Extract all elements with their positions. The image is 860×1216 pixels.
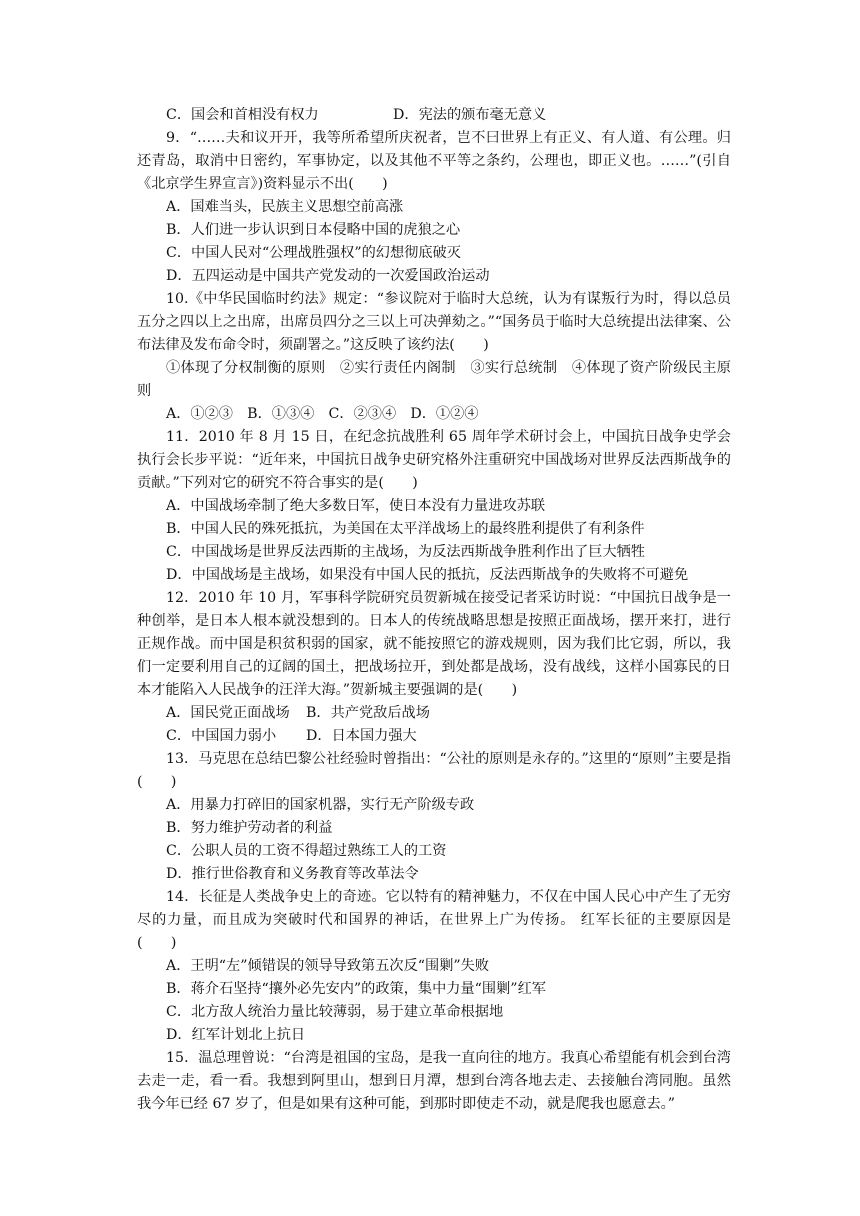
question-stem: 9．“……夫和议开开，我等所希望所庆祝者，岂不曰世界上有正义、有人道、有公理。归还青岛，取消中日密约，军事协定，以及其他不平等之条约，公理也，即正义也。……”(引自《北京学生界宣言》)资料显示不出( ): [137, 130, 731, 192]
option-a: A．国民党正面战场: [166, 705, 290, 721]
question-stem: 12．2010 年 10 月，军事科学院研究员贺新城在接受记者采访时说：“中国抗日战争是一种创举，是日本人根本就没想到的。日本人的传统战略思想是按照正面战场，摆开来打，进行正规作战。而中国是积贫积弱的国家，就不能按照它的游戏规则，因为我们比它弱，所以，我们一定要利用自己的辽阔的国土，把战场拉开，到处都是战场，没有战线，这样小国寡民的日本才能陷入人民战争的汪洋大海。”贺新城主要强调的是( ): [137, 590, 731, 698]
option-d: D．五四运动是中国共产党发动的一次爱国政治运动: [166, 268, 490, 284]
option-a: A．用暴力打碎旧的国家机器，实行无产阶级专政: [166, 797, 475, 813]
option-d: D．推行世俗教育和义务教育等改革法令: [166, 866, 419, 882]
question-10: [137, 288, 731, 426]
option-b: B．蒋介石坚持“攘外必先安内”的政策，集中力量“围剿”红军: [166, 981, 546, 997]
question-stem: 15．温总理曾说：“台湾是祖国的宝岛，是我一直向往的地方。我真心希望能有机会到台湾去走一走，看一看。我想到阿里山，想到日月潭，想到台湾各地去走、去接触台湾同胞。虽然我今年已经 67 岁了，但是如果有这种可能，到那时即使走不动，就是爬我也愿意去。”: [137, 1050, 731, 1112]
exam-page: [137, 104, 731, 1116]
option-c: C．中国战场是世界反法西斯的主战场，为反法西斯战争胜利作出了巨大牺牲: [166, 544, 646, 560]
option-c: C．中国国力弱小: [166, 728, 277, 744]
options-row: A．①②③ B．①③④ C．②③④ D．①②④: [166, 406, 479, 422]
question-stem: 11．2010 年 8 月 15 日，在纪念抗战胜利 65 周年学术研讨会上，中国抗日战争史学会执行会长步平说：“近年来，中国抗日战争史研究格外注重研究中国战场对世界反法西斯战争的贡献。”下列对它的研究不符合事实的是( ): [137, 429, 731, 491]
question-12: [137, 587, 731, 748]
option-c: C．北方敌人统治力量比较薄弱，易于建立革命根据地: [166, 1004, 504, 1020]
question-11: [137, 426, 731, 587]
question-13: [137, 748, 731, 886]
option-c: C．中国人民对“公理战胜强权”的幻想彻底破灭: [166, 245, 461, 261]
question-stem: 10.《中华民国临时约法》规定：“参议院对于临时大总统，认为有谋叛行为时，得以总员五分之四以上之出席，出席员四分之三以上可决弹劾之。”“国务员于临时大总统提出法律案、公布法律及发布命令时，须副署之。”这反映了该约法( ): [137, 291, 731, 353]
options-row: [137, 702, 731, 725]
question-statements: ①体现了分权制衡的原则 ②实行责任内阁制 ③实行总统制 ④体现了资产阶级民主原则: [137, 360, 731, 399]
q8-options-row: [137, 104, 731, 127]
question-15: [137, 1047, 731, 1116]
q8-option-d: D．宪法的颁布毫无意义: [393, 107, 547, 123]
question-stem: 14．长征是人类战争史上的奇迹。它以特有的精神魅力，不仅在中国人民心中产生了无穷尽的力量，而且成为突破时代和国界的神话，在世界上广为传扬。 红军长征的主要原因是( ): [137, 889, 731, 951]
option-b: B．中国人民的殊死抵抗，为美国在太平洋战场上的最终胜利提供了有利条件: [166, 521, 645, 537]
option-d: D．中国战场是主战场，如果没有中国人民的抵抗，反法西斯战争的失败将不可避免: [166, 567, 689, 583]
option-a: A．中国战场牵制了绝大多数日军，使日本没有力量进攻苏联: [166, 498, 546, 514]
option-d: D．日本国力强大: [306, 728, 417, 744]
option-a: A．国难当头，民族主义思想空前高涨: [166, 199, 404, 215]
option-b: B．共产党敌后战场: [306, 705, 430, 721]
option-d: D．红军计划北上抗日: [166, 1027, 306, 1043]
option-c: C．公职人员的工资不得超过熟练工人的工资: [166, 843, 447, 859]
option-a: A．王明“左”倾错误的领导导致第五次反“围剿”失败: [166, 958, 490, 974]
question-14: [137, 886, 731, 1047]
option-b: B．努力维护劳动者的利益: [166, 820, 333, 836]
options-row: [137, 725, 731, 748]
q8-option-c: C．国会和首相没有权力: [166, 107, 319, 123]
question-stem: 13．马克思在总结巴黎公社经验时曾指出：“公社的原则是永存的。”这里的“原则”主要是指( ): [137, 751, 731, 790]
question-9: [137, 127, 731, 288]
option-b: B．人们进一步认识到日本侵略中国的虎狼之心: [166, 222, 461, 238]
